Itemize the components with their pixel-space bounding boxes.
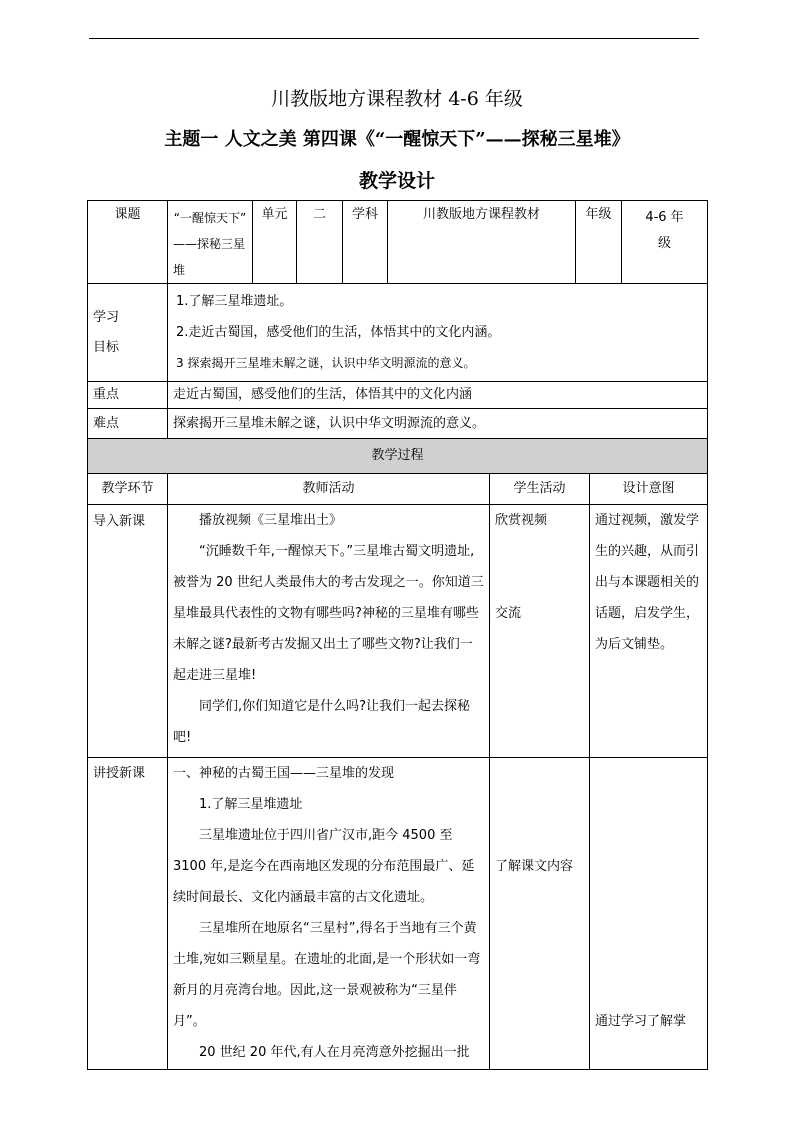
subject-value: 川教版地方课程教材 [388, 201, 576, 284]
process-header: 教学过程 [88, 439, 708, 474]
intro-intent: 通过视频，激发学生的兴趣，从而引出与本课题相关的话题，启发学生，为后文铺垫。 [590, 505, 708, 758]
goals-row [88, 284, 708, 382]
process-table [87, 473, 708, 1070]
lesson-stage: 讲授新课 [88, 758, 168, 1070]
header-rule [89, 38, 699, 39]
intro-student [490, 505, 590, 758]
doc-title: 川教版地方课程教材 4-6 年级 [271, 88, 523, 110]
lesson-intent-text: 通过学习了解掌 [595, 1014, 687, 1029]
lesson-intent [590, 758, 708, 1070]
goal-item: 3 探索揭开三星堆未解之谜，认识中华文明源流的意义。 [176, 356, 476, 370]
difficulty-text: 探索揭开三星堆未解之谜，认识中华文明源流的意义。 [168, 409, 708, 439]
lesson-student [490, 758, 590, 1070]
col-stage: 教学环节 [88, 474, 168, 505]
topic-value-line2: ——探秘三星堆 [173, 237, 246, 277]
col-intent: 设计意图 [590, 474, 708, 505]
subject-label: 学科 [343, 201, 388, 284]
intro-stage: 导入新课 [88, 505, 168, 758]
lesson-teacher-para: 三星堆所在地原名“三星村”,得名于当地有三个黄土堆,宛如三颗星星。在遗址的北面,是一个形状如一弯新月的月亮湾台地。因此,这一景观被称为“三星伴月”。 [173, 921, 481, 1029]
grade-value-line1: 4-6 年 [645, 210, 684, 225]
intro-teacher-para: 同学们,你们知道它是什么吗?让我们一起去探秘吧! [173, 699, 471, 745]
key-point-label: 重点 [88, 382, 168, 409]
goals-label-line2: 目标 [93, 339, 120, 355]
process-header-row [88, 439, 708, 474]
topic-value-line1: “一醒惊天下” [173, 211, 247, 225]
lesson-plan-table [87, 200, 708, 474]
intro-student-2: 交流 [495, 606, 522, 621]
col-student: 学生活动 [490, 474, 590, 505]
key-point-text: 走近古蜀国，感受他们的生活，体悟其中的文化内涵 [168, 382, 708, 409]
grade-value-line2: 级 [657, 236, 671, 251]
lesson-teacher-para: 三星堆遗址位于四川省广汉市,距今 4500 至 3100 年,是迄今在西南地区发现的分布范围最广、延续时间最长、文化内涵最丰富的古文化遗址。 [173, 828, 475, 905]
col-teacher: 教师活动 [168, 474, 490, 505]
lesson-title: 主题一 人文之美 第四课《“一醒惊天下”——探秘三星堆》 [164, 129, 630, 150]
key-point-row [88, 382, 708, 409]
unit-value: 二 [297, 201, 343, 284]
goals-label [88, 284, 168, 382]
intro-row [88, 505, 708, 758]
intro-teacher-para: “沉睡数千年,一醒惊天下。”三星堆古蜀文明遗址,被誉为 20 世纪人类最伟大的考古发现之一。你知道三星堆最具代表性的文物有哪些吗?神秘的三星堆有哪些未解之谜?最新考古发掘又出土了哪些文物?让我们一起走进三星堆! [173, 544, 484, 683]
info-row [88, 201, 708, 284]
process-columns-row [88, 474, 708, 505]
lesson-teacher-para: 20 世纪 20 年代,有人在月亮湾意外挖掘出一批 [199, 1045, 470, 1060]
intro-student-1: 欣赏视频 [495, 513, 548, 528]
unit-label: 单元 [253, 201, 297, 284]
difficulty-row [88, 409, 708, 439]
lesson-student-text: 了解课文内容 [495, 859, 574, 874]
topic-value [168, 201, 253, 284]
doc-subtitle: 教学设计 [358, 170, 435, 192]
lesson-teacher-para: 一、神秘的古蜀王国——三星堆的发现 [173, 766, 395, 781]
lesson-teacher [168, 758, 490, 1070]
grade-label: 年级 [576, 201, 622, 284]
lesson-row [88, 758, 708, 1070]
grade-value [622, 201, 708, 284]
goals-label-line1: 学习 [93, 309, 120, 325]
goal-item: 2.走近古蜀国，感受他们的生活，体悟其中的文化内涵。 [176, 325, 501, 340]
goal-item: 1.了解三星堆遗址。 [176, 294, 293, 309]
lesson-teacher-para: 1.了解三星堆遗址 [199, 797, 303, 812]
goals-content [168, 284, 708, 382]
intro-teacher-para: 播放视频《三星堆出土》 [199, 513, 343, 528]
topic-label: 课题 [88, 201, 168, 284]
difficulty-label: 难点 [88, 409, 168, 439]
intro-teacher [168, 505, 490, 758]
